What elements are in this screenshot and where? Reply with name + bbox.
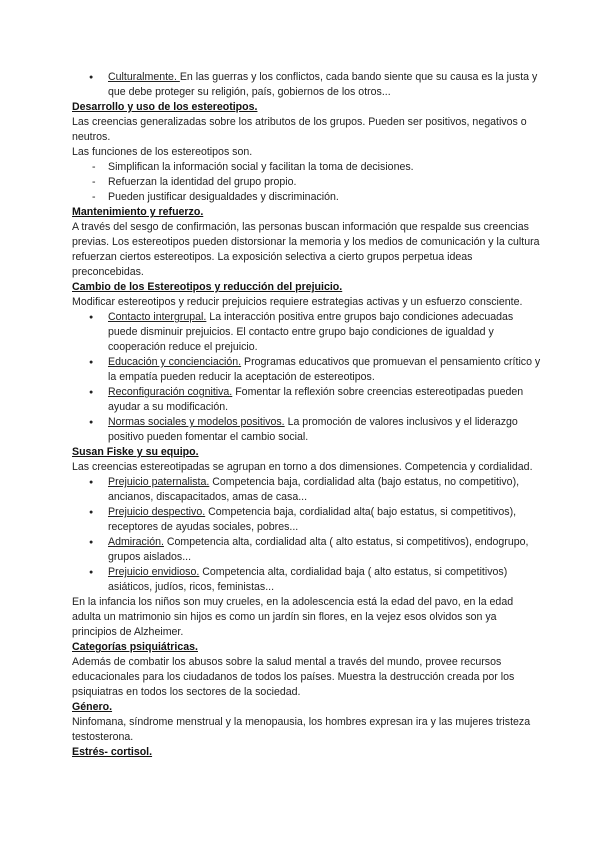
item-label: Prejuicio paternalista. xyxy=(108,476,210,488)
list-item xyxy=(72,355,542,385)
list-item xyxy=(72,475,542,505)
paragraph: Las funciones de los estereotipos son. xyxy=(72,146,253,158)
item-label: Prejuicio envidioso. xyxy=(108,566,200,578)
item-label: Culturalmente. xyxy=(108,71,180,83)
paragraph: Las creencias estereotipadas se agrupan en torno a dos dimensiones. Competencia y cordialidad. xyxy=(72,461,533,473)
section-heading: Susan Fiske y su equipo. xyxy=(72,446,199,458)
item-text: La interacción positiva entre grupos bajo condiciones adecuadas puede disminuir prejuicios. El contacto entre grupo bajo condiciones de igualdad y cooperación reduce el prejuicio. xyxy=(108,311,514,353)
functions-list xyxy=(72,160,542,205)
paragraph: Además de combatir los abusos sobre la salud mental a través del mundo, provee recursos educacionales para los ciudadanos de todos los países. Muestra la destrucción creada por los psiquiatras en todos los sectores de la sociedad. xyxy=(72,656,515,698)
prejudice-types-list xyxy=(72,475,542,595)
section-heading: Categorías psiquiátricas. xyxy=(72,641,198,653)
item-text: Programas educativos que promuevan el pensamiento crítico y la empatía pueden reducir la aceptación de estereotipos. xyxy=(108,356,541,383)
item-text: Fomentar la reflexión sobre creencias estereotipadas pueden ayudar a su modificación. xyxy=(108,386,524,413)
list-item xyxy=(72,535,542,565)
item-text: Competencia alta, cordialidad baja ( alto estatus, si competitivos) asiáticos, judíos, ricos, feministas... xyxy=(108,566,508,593)
item-label: Reconfiguración cognitiva. xyxy=(108,386,233,398)
item-text: En las guerras y los conflictos, cada bando siente que su causa es la justa y que debe proteger su religión, país, gobiernos de los otros... xyxy=(108,71,538,98)
item-text: Competencia alta, cordialidad alta ( alto estatus, si competitivos), endogrupo, grupos aislados... xyxy=(108,536,529,563)
list-item xyxy=(72,505,542,535)
paragraph: Modificar estereotipos y reducir prejuicios requiere estrategias activas y un esfuerzo consciente. xyxy=(72,296,523,308)
list-item: - Refuerzan la identidad del grupo propio. xyxy=(72,175,542,190)
list-item xyxy=(72,385,542,415)
item-label: Prejuicio despectivo. xyxy=(108,506,206,518)
list-item xyxy=(72,310,542,355)
item-text: Competencia baja, cordialidad alta( bajo estatus, si competitivos), receptores de ayudas sociales, pobres... xyxy=(108,506,517,533)
paragraph: En la infancia los niños son muy crueles, en la adolescencia está la edad del pavo, en la edad adulta un matrimonio sin hijos es como un jardín sin flores, en la vejez esos olvidos son ya principios de Alzheimer. xyxy=(72,596,514,638)
paragraph: Las creencias generalizadas sobre los atributos de los grupos. Pueden ser positivos, negativos o neutros. xyxy=(72,116,527,143)
section-heading: Estrés- cortisol. xyxy=(72,746,153,758)
culture-list xyxy=(72,70,542,100)
section-heading: Desarrollo y uso de los estereotipos. xyxy=(72,101,258,113)
paragraph: A través del sesgo de confirmación, las personas buscan información que respalde sus creencias previas. Los estereotipos pueden distorsionar la memoria y los medios de comunicación y la cultura refuerzan ciertos estereotipos. La exposición selectiva a cierto grupos perpetua ideas preconcebidas. xyxy=(72,221,540,278)
item-label: Normas sociales y modelos positivos. xyxy=(108,416,285,428)
item-text: La promoción de valores inclusivos y el liderazgo positivo pueden fomentar el cambio social. xyxy=(108,416,518,443)
item-label: Educación y concienciación. xyxy=(108,356,242,368)
section-heading: Cambio de los Estereotipos y reducción del prejuicio. xyxy=(72,281,343,293)
section-heading: Género. xyxy=(72,701,113,713)
item-label: Admiración. xyxy=(108,536,164,548)
document-body xyxy=(72,70,542,760)
list-item xyxy=(72,565,542,595)
list-item: - Pueden justificar desigualdades y discriminación. xyxy=(72,190,542,205)
list-item xyxy=(72,415,542,445)
section-heading: Mantenimiento y refuerzo. xyxy=(72,206,204,218)
item-text: Competencia baja, cordialidad alta (bajo estatus, no competitivo), ancianos, discapacitados, amas de casa... xyxy=(108,476,520,503)
strategies-list xyxy=(72,310,542,445)
list-item xyxy=(72,70,542,100)
item-label: Contacto intergrupal. xyxy=(108,311,207,323)
paragraph: Ninfomana, síndrome menstrual y la menopausia, los hombres expresan ira y las mujeres tristeza testosterona. xyxy=(72,716,531,743)
list-item: - Simplifican la información social y facilitan la toma de decisiones. xyxy=(72,160,542,175)
